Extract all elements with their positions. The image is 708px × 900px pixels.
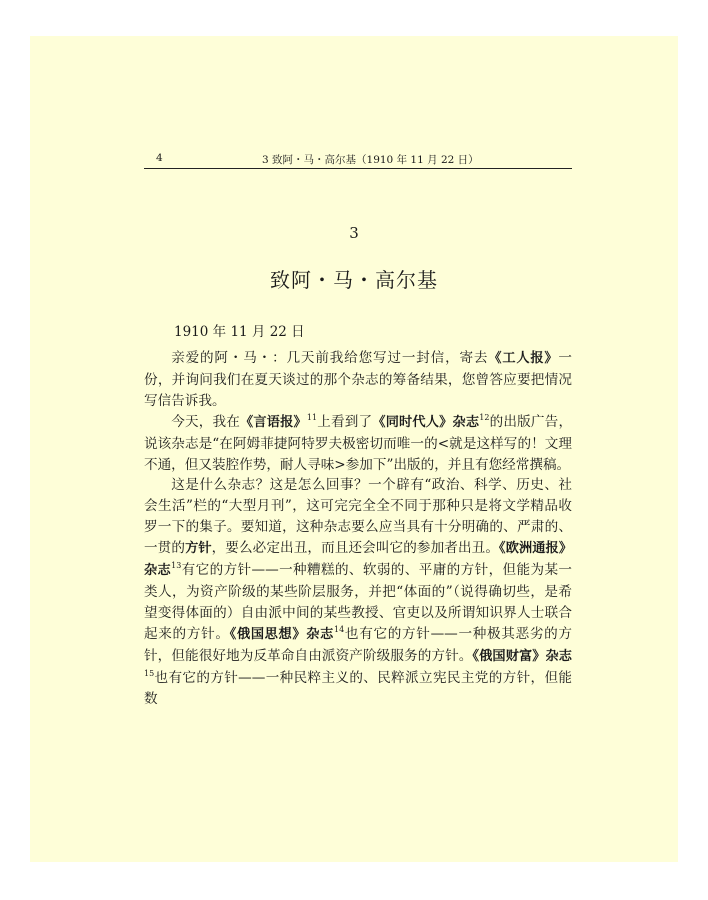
text-run: 的出版广告，说该杂志是“在阿姆菲捷阿特罗夫极密切而唯一的<就是这样写的！文理不通，但又装腔作势，耐人寻味>参加下”出版的，并且有您经常撰稿。 xyxy=(144,413,573,473)
bold-title: 《俄国财富》杂志 xyxy=(472,648,572,664)
bold-title: 《言语报》 xyxy=(240,414,307,430)
text-run: 也有它的方针——一种极其恶劣的方针，但能很好地为反革命自由派资产阶级服务的方针。 xyxy=(144,625,572,664)
footnote-ref: 15 xyxy=(144,668,155,678)
paragraph-2 xyxy=(144,412,572,476)
bold-title: 《俄国思想》杂志 xyxy=(229,626,335,642)
text-run: 也有它的方针——一种民粹主义的、民粹派立宪民主党的方针，但能数 xyxy=(144,669,572,707)
running-head xyxy=(144,148,572,169)
text-run: 上看到了 xyxy=(317,413,373,430)
bold-term: 方针 xyxy=(185,541,212,557)
bold-title: 《同时代人》杂志 xyxy=(372,414,480,430)
letter-body xyxy=(144,348,572,709)
footnote-ref: 12 xyxy=(479,412,490,422)
text-run: 亲爱的阿・马・：几天前我给您写过一封信，寄去 xyxy=(171,350,489,366)
book-page xyxy=(30,36,678,862)
text-run: 这是什么杂志？这是怎么回事？一个辟有“政治、科学、历史、社会生活”栏的“大型月刊”，这可完完全全不同于那种只是将文学精品收罗一下的集子。要知道，这种杂志要么应当具有十分明确的、严肃的、一贯的 xyxy=(144,477,572,557)
paragraph-3 xyxy=(144,475,572,709)
bold-title: 《工人报》 xyxy=(488,351,559,366)
letter-number: 3 xyxy=(349,224,359,242)
page-number: 4 xyxy=(156,152,163,164)
text-run: 有它的方针——一种糟糕的、软弱的、平庸的方针，但能为某一类人，为资产阶级的某些阶层服务，并把“体面的”（说得确切些，是希望变得体面的）自由派中间的某些教授、官吏以及所谓知识界人士联合起来的方针。 xyxy=(144,562,573,642)
letter-date: 1910 年 11 月 22 日 xyxy=(174,324,305,340)
paragraph-1 xyxy=(144,348,572,412)
text-run: ，要么必定出丑，而且还会叫它的参加者出丑。 xyxy=(211,540,500,557)
footnote-ref: 13 xyxy=(171,561,182,571)
footnote-ref: 11 xyxy=(306,412,318,422)
footnote-ref: 14 xyxy=(334,624,345,634)
letter-title: 致阿・马・高尔基 xyxy=(270,268,438,292)
bold-title: 《欧洲通报》杂志 xyxy=(144,541,573,579)
text-run: 今天，我在 xyxy=(171,413,241,430)
running-head-title: 3 致阿・马・高尔基（1910 年 11 月 22 日） xyxy=(262,154,479,166)
text-run: 一份，并询问我们在夏天谈过的那个杂志的筹备结果，您曾答应要把情况写信告诉我。 xyxy=(144,350,573,409)
